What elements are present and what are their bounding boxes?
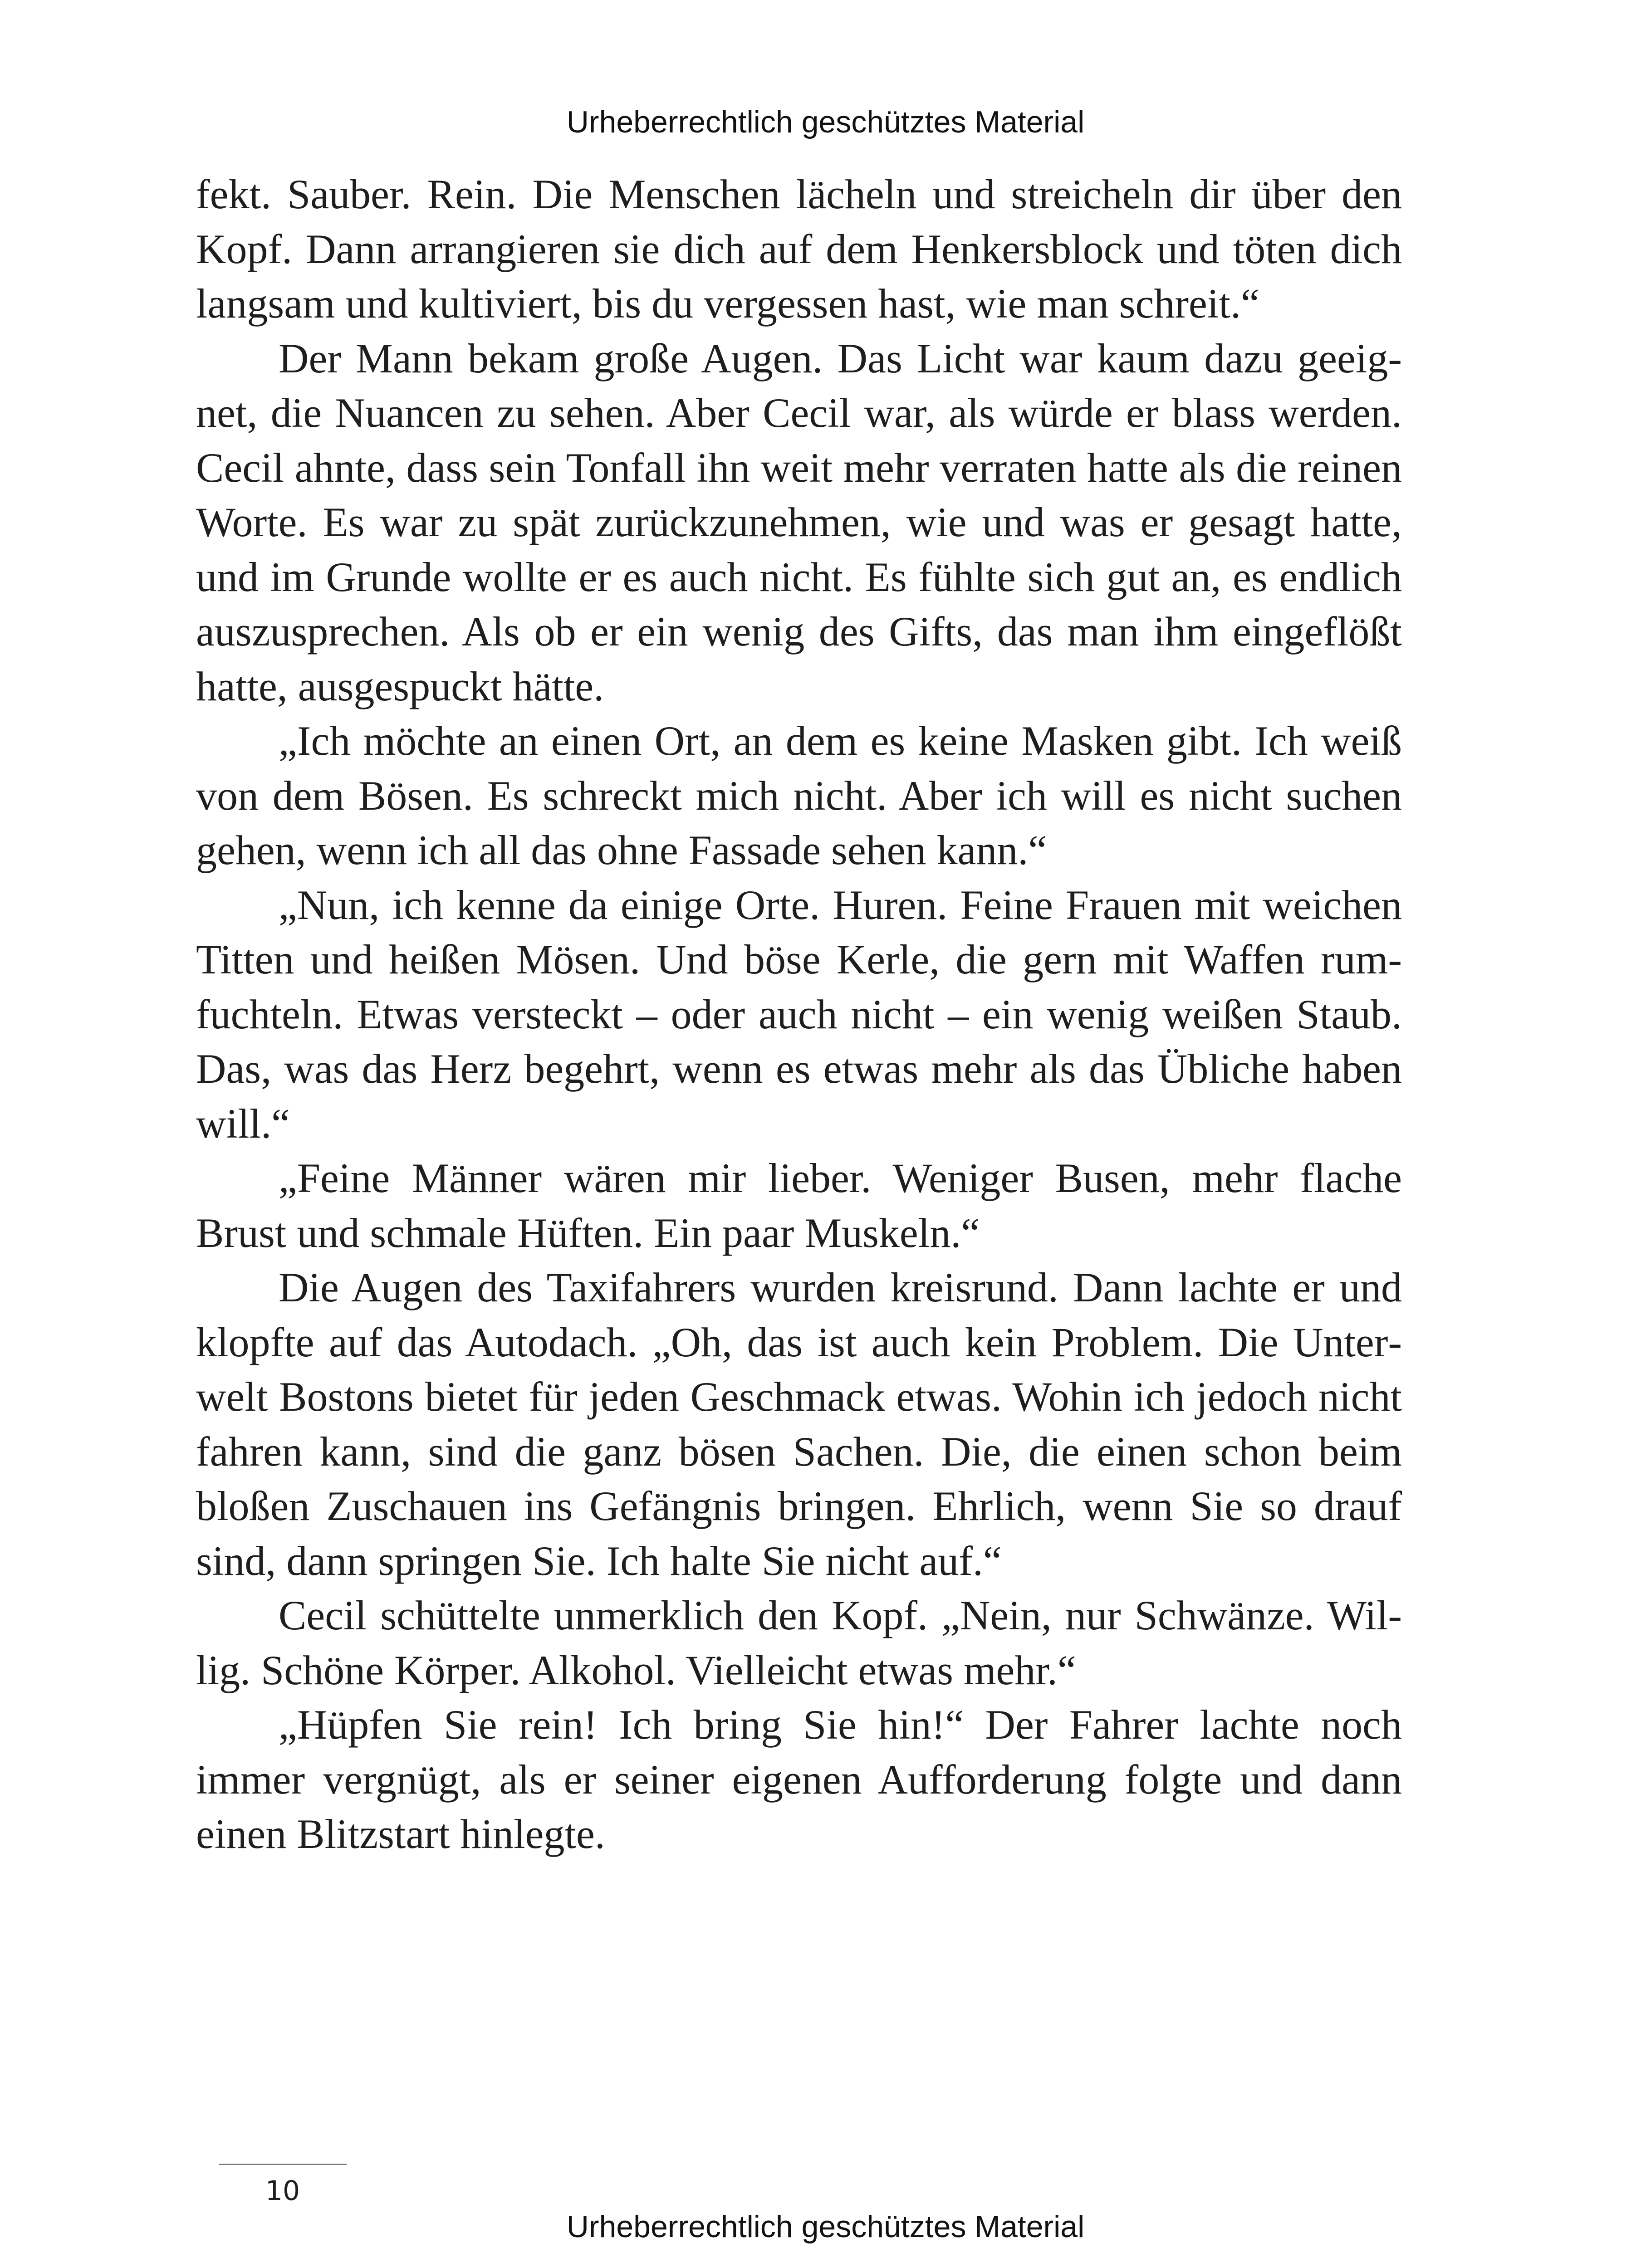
- page-body: [196, 167, 1402, 1862]
- page-number: 10: [265, 2175, 300, 2207]
- paragraph: Der Mann bekam große Augen. Das Licht war kaum dazu geeignet, die Nuancen zu sehen. Aber Cecil war, als würde er blass werden. Cecil ahnte, dass sein Tonfall ihn weit mehr verraten hatte als die reinen Worte. Es war zu spät zurückzunehmen, wie und was er gesagt hatte, und im Grunde wollte er es auch nicht. Es fühlte sich gut an, es endlich auszusprechen. Als ob er ein wenig des Gifts, das man ihm eingeflößt hatte, ausgespuckt hätte.: [196, 335, 1402, 709]
- paragraph: „Nun, ich kenne da einige Orte. Huren. Feine Frauen mit weichen Titten und heißen Mösen. Und böse Kerle, die gern mit Waffen rumfuchteln. Etwas versteckt – oder auch nicht – ein wenig weißen Staub. Das, was das Herz begehrt, wenn es etwas mehr als das Übliche haben will.“: [196, 881, 1402, 1147]
- paragraph: „Ich möchte an einen Ort, an dem es keine Masken gibt. Ich weiß von dem Bösen. Es schreckt mich nicht. Aber ich will es nicht suchen gehen, wenn ich all das ohne Fassade sehen kann.“: [196, 718, 1402, 873]
- paragraph: Die Augen des Taxifahrers wurden kreisrund. Dann lachte er und klopfte auf das Autodach. „Oh, das ist auch kein Problem. Die Unterwelt Bostons bietet für jeden Geschmack etwas. Wohin ich jedoch nicht fahren kann, sind die ganz bösen Sachen. Die, die einen schon beim bloßen Zuschauen ins Gefängnis bringen. Ehrlich, wenn Sie so drauf sind, dann springen Sie. Ich halte Sie nicht auf.“: [196, 1264, 1402, 1584]
- paragraph: Cecil schüttelte unmerklich den Kopf. „Nein, nur Schwänze. Willig. Schöne Körper. Alkohol. Vielleicht etwas mehr.“: [196, 1592, 1402, 1693]
- footer-divider: [219, 2164, 347, 2165]
- footer-watermark: Urheberrechtlich geschütztes Material: [566, 2209, 1085, 2244]
- paragraph-continued: fekt. Sauber. Rein. Die Menschen lächeln und streicheln dir über den Kopf. Dann arrangieren sie dich auf dem Henkersblock und töten dich langsam und kultiviert, bis du vergessen hast, wie man schreit.“: [196, 171, 1402, 327]
- paragraph: „Feine Männer wären mir lieber. Weniger Busen, mehr flache Brust und schmale Hüften. Ein paar Muskeln.“: [196, 1155, 1402, 1256]
- paragraph: „Hüpfen Sie rein! Ich bring Sie hin!“ Der Fahrer lachte noch immer vergnügt, als er seiner eigenen Aufforderung folgte und dann einen Blitzstart hinlegte.: [196, 1701, 1402, 1857]
- header-watermark: Urheberrechtlich geschütztes Material: [566, 105, 1085, 139]
